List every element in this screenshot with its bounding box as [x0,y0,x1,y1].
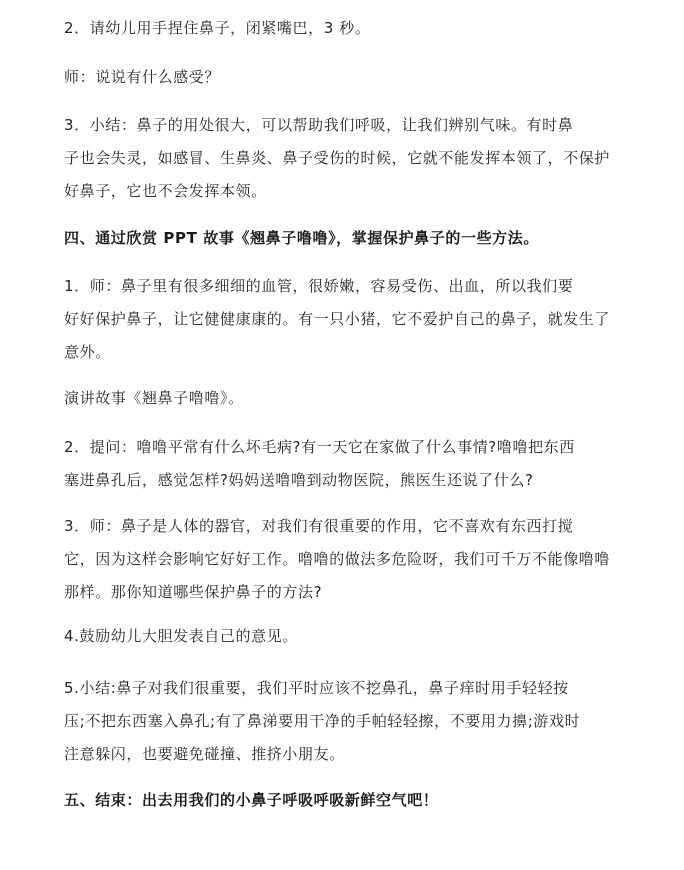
section-4-step-5-summary [64,672,624,771]
section-4-step-3 [64,510,624,609]
text-line: 1．师：鼻子里有很多细细的血管，很娇嫩，容易受伤、出血，所以我们要 [64,277,574,295]
text-line: 压;不把东西塞入鼻孔;有了鼻涕要用干净的手帕轻轻擦，不要用力擤;游戏时 [64,712,581,730]
text-line: 2．提问：噜噜平常有什么坏毛病?有一天它在家做了什么事情?噜噜把东西 [64,438,575,456]
text-line: 师：说说有什么感受？ [64,68,221,86]
text-line: 2．请幼儿用手捏住鼻子，闭紧嘴巴，3 秒。 [64,19,371,37]
text-line: 好好保护鼻子，让它健健康康的。有一只小猪，它不爱护自己的鼻子，就发生了 [64,310,611,328]
text-line: 子也会失灵，如感冒、生鼻炎、鼻子受伤的时候，它就不能发挥本领了，不保护 [64,149,611,167]
text-line: 3．小结：鼻子的用处很大，可以帮助我们呼吸，让我们辨别气味。有时鼻 [64,116,574,134]
text-line: 塞进鼻孔后，感觉怎样?妈妈送噜噜到动物医院，熊医生还说了什么? [64,471,534,489]
section-5-heading [64,784,624,817]
text-line: 4.鼓励幼儿大胆发表自己的意见。 [64,627,298,645]
text-line: 意外。 [64,343,111,361]
text-line: 五、结束：出去用我们的小鼻子呼吸呼吸新鲜空气吧！ [64,791,439,809]
step-2-pinch-nose [64,12,624,45]
text-line: 演讲故事《翘鼻子噜噜》。 [64,389,244,407]
text-line: 注意躲闪，也要避免碰撞、推挤小朋友。 [64,745,345,763]
text-line: 它，因为这样会影响它好好工作。噜噜的做法多危险呀，我们可千万不能像噜噜 [64,550,611,568]
section-4-step-1 [64,270,624,369]
section-4-step-4 [64,620,624,653]
step-3-summary [64,109,624,208]
teacher-question-feeling [64,61,624,94]
text-line: 5.小结:鼻子对我们很重要，我们平时应该不挖鼻孔，鼻子痒时用手轻轻按 [64,679,569,697]
story-telling [64,382,624,415]
text-line: 四、通过欣赏 PPT 故事《翘鼻子噜噜》，掌握保护鼻子的一些方法。 [64,229,539,247]
text-line: 3．师：鼻子是人体的器官，对我们有很重要的作用，它不喜欢有东西打搅 [64,517,574,535]
section-4-step-2-questions [64,431,624,497]
text-line: 那样。那你知道哪些保护鼻子的方法? [64,583,323,601]
section-4-heading [64,222,624,255]
text-line: 好鼻子，它也不会发挥本领。 [64,182,267,200]
